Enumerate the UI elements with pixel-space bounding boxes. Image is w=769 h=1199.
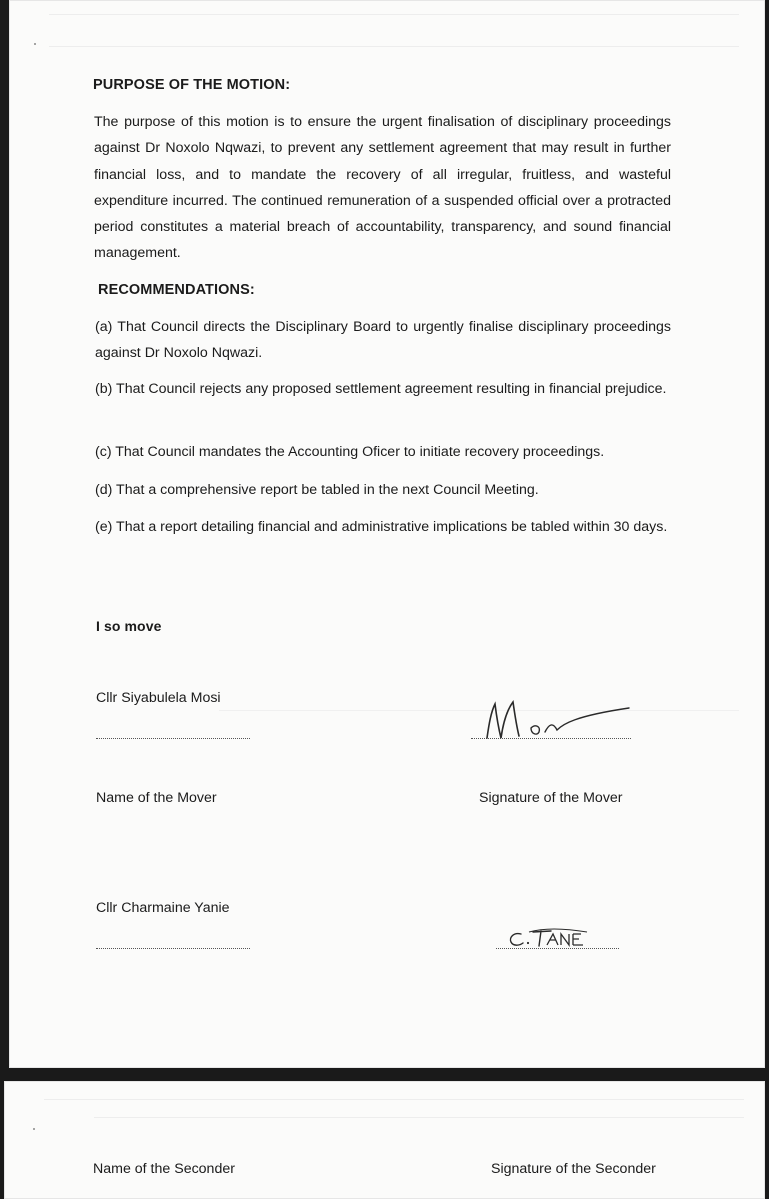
- recommendation-e: (e) That a report detailing financial and administrative implications be tabled within 30 days.: [95, 519, 668, 535]
- seconder-signature-label: Signature of the Seconder: [491, 1161, 656, 1177]
- scan-artifact: [44, 1099, 744, 1100]
- seconder-name: Cllr Charmaine Yanie: [96, 900, 230, 916]
- mover-signature-label: Signature of the Mover: [479, 790, 623, 806]
- seconder-signature-icon: [503, 924, 603, 950]
- closing-statement: I so move: [96, 618, 162, 634]
- scan-artifact: [49, 46, 739, 47]
- mover-signature-icon: [479, 694, 639, 744]
- scan-speck: [34, 43, 36, 45]
- seconder-name-line: [96, 948, 250, 949]
- recommendations-heading: RECOMMENDATIONS:: [98, 282, 255, 298]
- recommendation-b: (b) That Council rejects any proposed settlement agreement resulting in financial prejudice.: [95, 381, 667, 397]
- seconder-signature: [503, 924, 603, 950]
- recommendation-a: (a) That Council directs the Disciplinary Board to urgently finalise disciplinary proceedings against Dr Noxolo Nqwazi.: [95, 319, 671, 361]
- recommendation-c: (c) That Council mandates the Accounting Oficer to initiate recovery proceedings.: [95, 444, 605, 460]
- scan-artifact: [49, 14, 739, 15]
- document-page-1: [9, 0, 765, 1068]
- purpose-body: The purpose of this motion is to ensure the urgent finalisation of disciplinary proceedings against Dr Noxolo Nqwazi, to prevent any settlement agreement that may result in further financial loss, and to mandate the recovery of all irregular, fruitless, and wasteful expenditure incurred. The continued remuneration of a suspended official over a protracted period constitutes a material breach of accountability, transparency, and sound financial management.: [94, 114, 671, 262]
- scan-speck: [33, 1128, 35, 1130]
- scan-artifact: [94, 1117, 744, 1118]
- seconder-name-label: Name of the Seconder: [93, 1161, 235, 1177]
- mover-name: Cllr Siyabulela Mosi: [96, 690, 221, 706]
- purpose-heading: PURPOSE OF THE MOTION:: [93, 77, 291, 93]
- mover-signature: [479, 694, 639, 744]
- mover-name-line: [96, 738, 250, 739]
- mover-name-label: Name of the Mover: [96, 790, 217, 806]
- recommendation-d: (d) That a comprehensive report be tabled in the next Council Meeting.: [95, 482, 539, 498]
- document-page-2: [4, 1081, 765, 1199]
